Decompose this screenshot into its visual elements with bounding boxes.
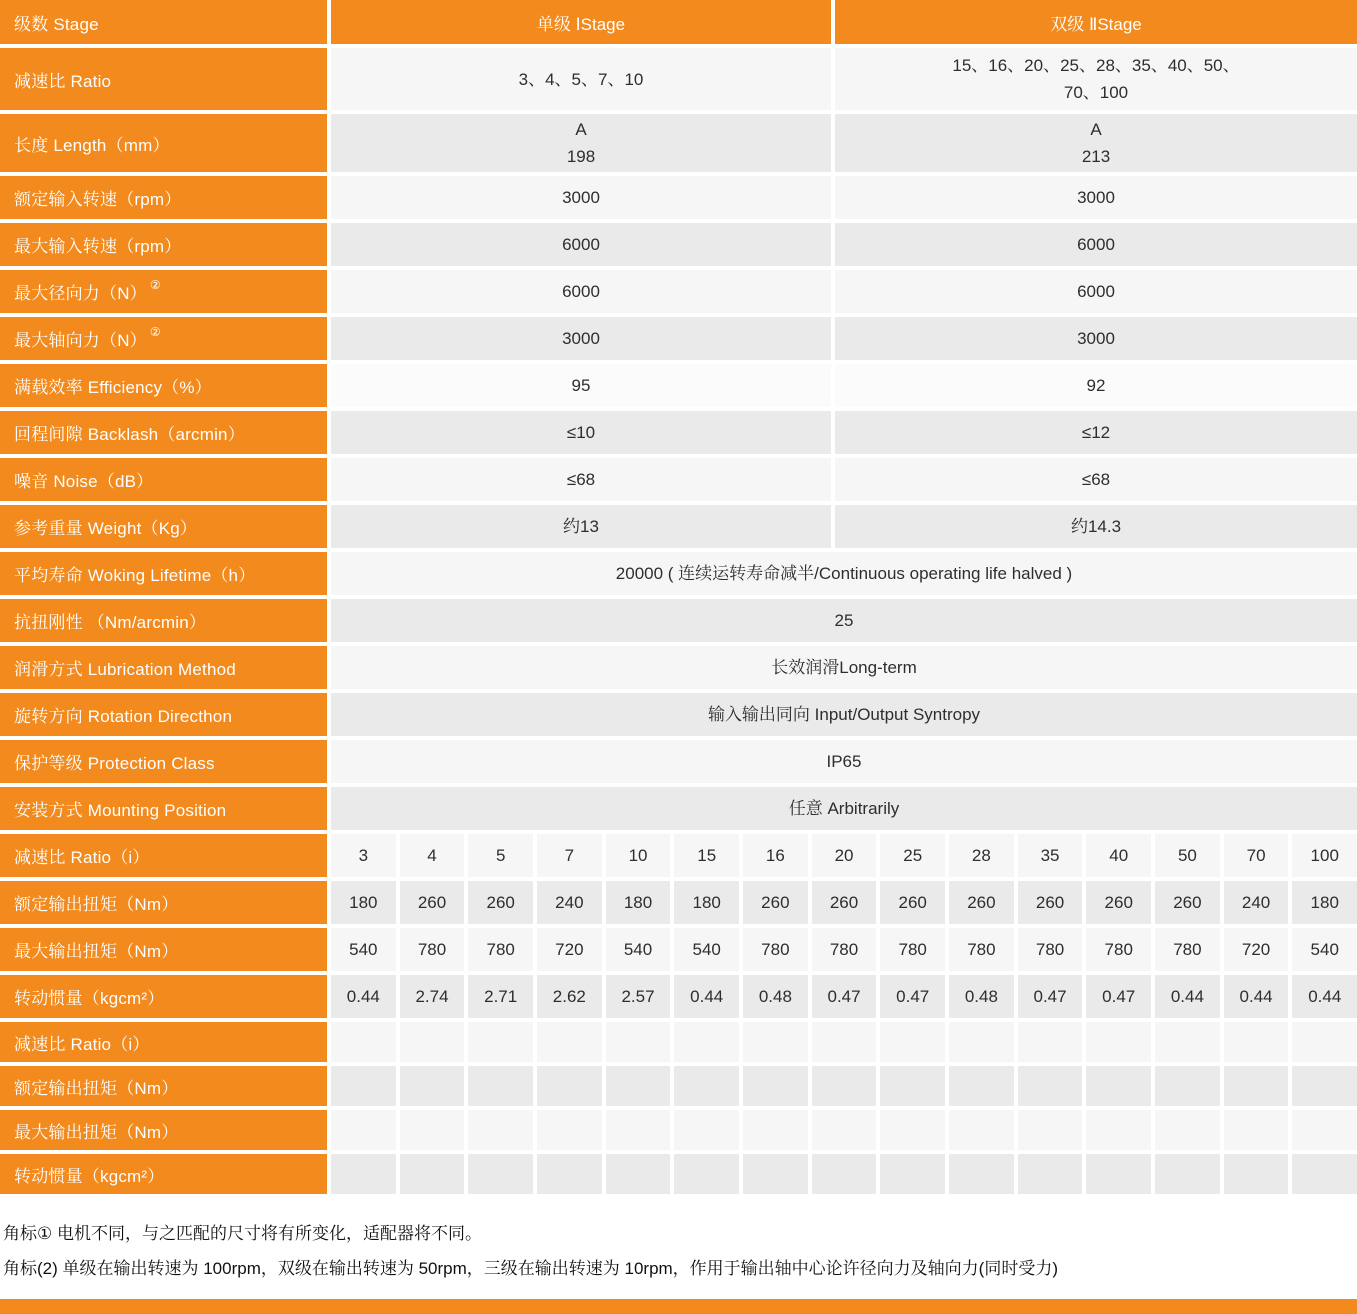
row-label-text: 保护等级 Protection Class bbox=[14, 754, 215, 773]
grid-cell-empty bbox=[606, 1066, 671, 1106]
value-cell bbox=[835, 223, 1357, 266]
grid-cell: 2.71 bbox=[468, 975, 533, 1018]
spec-row bbox=[0, 223, 1357, 266]
row-label-text: 满载效率 Efficiency（%） bbox=[14, 378, 212, 397]
grid-cell-empty bbox=[537, 1066, 602, 1106]
spec-row bbox=[0, 411, 1357, 454]
grid-cell: 35 bbox=[1018, 834, 1083, 877]
grid-cell-empty bbox=[880, 1110, 945, 1150]
spec-row bbox=[0, 458, 1357, 501]
grid-cell-empty bbox=[880, 1066, 945, 1106]
header-single-stage: 单级 ⅠStage bbox=[331, 0, 831, 44]
grid-cell: 780 bbox=[400, 928, 465, 971]
grid-cell-empty bbox=[468, 1022, 533, 1062]
grid-cell: 3 bbox=[331, 834, 396, 877]
grid-cell-empty bbox=[1086, 1110, 1151, 1150]
row-label-text: 转动惯量（kgcm²） bbox=[14, 989, 165, 1008]
grid-cell-empty bbox=[880, 1022, 945, 1062]
value-cell bbox=[835, 176, 1357, 219]
value-line: 15、16、20、25、28、35、40、50、 bbox=[952, 56, 1240, 75]
grid-cell: 0.44 bbox=[1292, 975, 1357, 1018]
value-line: ≤68 bbox=[1081, 470, 1111, 489]
grid-cell-empty bbox=[812, 1154, 877, 1194]
row-label-text: 长度 Length（mm） bbox=[14, 135, 170, 155]
footnotes bbox=[0, 1198, 1357, 1279]
value-cell bbox=[835, 411, 1357, 454]
row-label bbox=[0, 881, 327, 924]
superscript-2-icon: ② bbox=[149, 324, 161, 339]
spec-row bbox=[0, 317, 1357, 360]
grid-cell: 540 bbox=[1292, 928, 1357, 971]
header-double-stage: 双级 ⅡStage bbox=[835, 0, 1357, 44]
row-label bbox=[0, 787, 327, 830]
value-cell bbox=[835, 458, 1357, 501]
grid-cell: 780 bbox=[468, 928, 533, 971]
grid-cell: 720 bbox=[537, 928, 602, 971]
row-label-text: 减速比 Ratio（i） bbox=[14, 848, 150, 867]
grid-cell-empty bbox=[674, 1022, 739, 1062]
value-cell: 25 bbox=[331, 599, 1357, 642]
grid-cell-empty bbox=[1224, 1110, 1289, 1150]
grid-cell: 240 bbox=[537, 881, 602, 924]
grid-cell: 0.47 bbox=[880, 975, 945, 1018]
footnote-1: 角标① 电机不同，与之匹配的尺寸将有所变化，适配器将不同。 bbox=[3, 1224, 482, 1243]
grid-row bbox=[0, 834, 1357, 877]
grid-cell-empty bbox=[1155, 1110, 1220, 1150]
grid-cell: 0.48 bbox=[743, 975, 808, 1018]
row-label bbox=[0, 740, 327, 783]
spec-row bbox=[0, 646, 1357, 689]
grid-cell: 260 bbox=[1018, 881, 1083, 924]
grid-cell-empty bbox=[743, 1110, 808, 1150]
grid-cell: 50 bbox=[1155, 834, 1220, 877]
grid-cell-empty bbox=[743, 1022, 808, 1062]
row-label bbox=[0, 552, 327, 595]
value-line: ≤12 bbox=[1081, 423, 1111, 442]
grid-cell-empty bbox=[606, 1110, 671, 1150]
value-line: 3000 bbox=[1077, 188, 1115, 207]
value-line: A bbox=[1090, 120, 1102, 139]
row-label bbox=[0, 505, 327, 548]
grid-cell: 260 bbox=[743, 881, 808, 924]
grid-cell: 260 bbox=[812, 881, 877, 924]
grid-cell: 260 bbox=[400, 881, 465, 924]
grid-cell: 0.47 bbox=[1018, 975, 1083, 1018]
value-cell: 输入输出同向 Input/Output Syntropy bbox=[331, 693, 1357, 736]
superscript-2-icon: ② bbox=[149, 277, 161, 292]
grid-cell-empty bbox=[331, 1110, 396, 1150]
value-line: 213 bbox=[1081, 147, 1111, 166]
grid-cell-empty bbox=[468, 1110, 533, 1150]
grid-row bbox=[0, 881, 1357, 924]
grid-cell-empty bbox=[606, 1154, 671, 1194]
grid-cell-empty bbox=[674, 1154, 739, 1194]
grid-cell: 2.62 bbox=[537, 975, 602, 1018]
grid-cell: 780 bbox=[949, 928, 1014, 971]
grid-cell-empty bbox=[1292, 1022, 1357, 1062]
value-cell bbox=[835, 114, 1357, 172]
value-line: 6000 bbox=[1077, 235, 1115, 254]
grid-cell-empty bbox=[606, 1022, 671, 1062]
grid-cell-empty bbox=[400, 1022, 465, 1062]
grid-cell-empty bbox=[743, 1066, 808, 1106]
two-column-spec-rows bbox=[0, 48, 1357, 548]
row-label bbox=[0, 646, 327, 689]
grid-row-empty bbox=[0, 1022, 1357, 1062]
grid-cell-empty bbox=[674, 1110, 739, 1150]
grid-cell: 780 bbox=[1086, 928, 1151, 971]
row-label bbox=[0, 975, 327, 1018]
bottom-orange-bar bbox=[0, 1299, 1357, 1314]
grid-cell-empty bbox=[468, 1066, 533, 1106]
row-label bbox=[0, 834, 327, 877]
grid-row bbox=[0, 975, 1357, 1018]
footnote-2: 角标(2) 单级在输出转速为 100rpm，双级在输出转速为 50rpm，三级在输出转速为 10rpm，作用于输出轴中心论许径向力及轴向力(同时受力) bbox=[3, 1259, 1059, 1278]
grid-cell-empty bbox=[1224, 1154, 1289, 1194]
spec-row bbox=[0, 505, 1357, 548]
grid-cell: 40 bbox=[1086, 834, 1151, 877]
grid-cell: 780 bbox=[812, 928, 877, 971]
spec-row bbox=[0, 693, 1357, 736]
grid-cell: 5 bbox=[468, 834, 533, 877]
row-label bbox=[0, 693, 327, 736]
grid-row-empty bbox=[0, 1110, 1357, 1150]
value-line: 3000 bbox=[562, 329, 600, 348]
grid-cell-empty bbox=[1018, 1110, 1083, 1150]
spec-row bbox=[0, 176, 1357, 219]
value-cell bbox=[835, 48, 1357, 110]
grid-cell-empty bbox=[400, 1110, 465, 1150]
merged-spec-rows bbox=[0, 552, 1357, 830]
value-cell bbox=[331, 411, 831, 454]
value-cell: IP65 bbox=[331, 740, 1357, 783]
spec-row bbox=[0, 552, 1357, 595]
row-label-text: 最大轴向力（N） bbox=[14, 331, 147, 350]
grid-cell-empty bbox=[812, 1066, 877, 1106]
row-label-text: 回程间隙 Backlash（arcmin） bbox=[14, 425, 245, 444]
grid-cell-empty bbox=[468, 1154, 533, 1194]
row-label bbox=[0, 599, 327, 642]
spec-row bbox=[0, 787, 1357, 830]
row-label bbox=[0, 1022, 327, 1062]
grid-cell-empty bbox=[331, 1154, 396, 1194]
grid-cell: 15 bbox=[674, 834, 739, 877]
grid-cell: 260 bbox=[1086, 881, 1151, 924]
grid-cell-empty bbox=[1292, 1110, 1357, 1150]
grid-cell-empty bbox=[1224, 1022, 1289, 1062]
grid-cell: 260 bbox=[880, 881, 945, 924]
row-label-text: 额定输入转速（rpm） bbox=[14, 190, 182, 209]
grid-cell-empty bbox=[1224, 1066, 1289, 1106]
grid-cell-empty bbox=[400, 1154, 465, 1194]
value-line: ≤68 bbox=[566, 470, 596, 489]
row-label bbox=[0, 48, 327, 110]
value-cell: 长效润滑Long-term bbox=[331, 646, 1357, 689]
value-cell bbox=[835, 364, 1357, 407]
row-label bbox=[0, 411, 327, 454]
row-label-text: 最大输出扭矩（Nm） bbox=[14, 942, 179, 961]
value-cell bbox=[331, 270, 831, 313]
grid-cell: 780 bbox=[880, 928, 945, 971]
grid-cell: 180 bbox=[331, 881, 396, 924]
grid-cell-empty bbox=[1155, 1066, 1220, 1106]
grid-cell: 780 bbox=[1018, 928, 1083, 971]
grid-cell: 180 bbox=[674, 881, 739, 924]
grid-cell: 70 bbox=[1224, 834, 1289, 877]
grid-cell: 540 bbox=[674, 928, 739, 971]
grid-cell: 0.48 bbox=[949, 975, 1014, 1018]
value-line: 6000 bbox=[562, 282, 600, 301]
grid-cell: 2.57 bbox=[606, 975, 671, 1018]
grid-cell: 0.44 bbox=[674, 975, 739, 1018]
row-label bbox=[0, 458, 327, 501]
row-label-text: 安装方式 Mounting Position bbox=[14, 801, 227, 820]
grid-cell: 28 bbox=[949, 834, 1014, 877]
value-line: 198 bbox=[566, 147, 596, 166]
value-cell bbox=[331, 317, 831, 360]
grid-cell: 0.44 bbox=[1224, 975, 1289, 1018]
value-line: 约14.3 bbox=[1070, 517, 1122, 536]
row-label-text: 减速比 Ratio bbox=[14, 71, 112, 91]
row-label bbox=[0, 364, 327, 407]
grid-cell-empty bbox=[674, 1066, 739, 1106]
spec-row bbox=[0, 740, 1357, 783]
grid-cell-empty bbox=[537, 1022, 602, 1062]
value-line: 92 bbox=[1086, 376, 1106, 395]
grid-cell: 100 bbox=[1292, 834, 1357, 877]
grid-cell: 540 bbox=[606, 928, 671, 971]
value-cell bbox=[331, 364, 831, 407]
value-line: A bbox=[575, 120, 587, 139]
row-label-text: 最大径向力（N） bbox=[14, 284, 147, 303]
grid-cell-empty bbox=[880, 1154, 945, 1194]
grid-cell: 240 bbox=[1224, 881, 1289, 924]
grid-cell: 0.47 bbox=[1086, 975, 1151, 1018]
value-cell bbox=[835, 505, 1357, 548]
grid-cell-empty bbox=[1018, 1022, 1083, 1062]
value-cell bbox=[331, 176, 831, 219]
grid-cell: 720 bbox=[1224, 928, 1289, 971]
spec-row bbox=[0, 364, 1357, 407]
row-label bbox=[0, 928, 327, 971]
row-label-text: 平均寿命 Woking Lifetime（h） bbox=[14, 566, 256, 585]
value-line: 6000 bbox=[562, 235, 600, 254]
grid-cell-empty bbox=[949, 1110, 1014, 1150]
spec-row bbox=[0, 270, 1357, 313]
row-label bbox=[0, 176, 327, 219]
row-label-text: 额定输出扭矩（Nm） bbox=[14, 1078, 179, 1098]
value-line: ≤10 bbox=[566, 423, 596, 442]
row-label-text: 最大输入转速（rpm） bbox=[14, 237, 182, 256]
row-label bbox=[0, 1154, 327, 1194]
spec-row bbox=[0, 599, 1357, 642]
grid-cell-empty bbox=[743, 1154, 808, 1194]
row-label bbox=[0, 223, 327, 266]
grid-cell: 10 bbox=[606, 834, 671, 877]
ratio-grid-rows bbox=[0, 834, 1357, 1018]
grid-cell: 25 bbox=[880, 834, 945, 877]
grid-cell: 4 bbox=[400, 834, 465, 877]
grid-cell-empty bbox=[331, 1066, 396, 1106]
grid-cell-empty bbox=[400, 1066, 465, 1106]
grid-row-empty bbox=[0, 1066, 1357, 1106]
grid-cell-empty bbox=[1018, 1154, 1083, 1194]
grid-cell: 0.44 bbox=[331, 975, 396, 1018]
grid-cell-empty bbox=[1086, 1154, 1151, 1194]
grid-cell: 7 bbox=[537, 834, 602, 877]
grid-cell: 2.74 bbox=[400, 975, 465, 1018]
value-cell bbox=[835, 270, 1357, 313]
grid-cell: 260 bbox=[1155, 881, 1220, 924]
value-cell bbox=[331, 223, 831, 266]
header-stage-label: 级数 Stage bbox=[0, 0, 327, 44]
grid-cell-empty bbox=[1292, 1154, 1357, 1194]
value-cell: 任意 Arbitrarily bbox=[331, 787, 1357, 830]
row-label-text: 减速比 Ratio（i） bbox=[14, 1034, 150, 1054]
spec-row bbox=[0, 48, 1357, 110]
value-cell: 20000 ( 连续运转寿命减半/Continuous operating life halved ) bbox=[331, 552, 1357, 595]
grid-cell-empty bbox=[331, 1022, 396, 1062]
row-label bbox=[0, 1066, 327, 1106]
row-label bbox=[0, 317, 327, 360]
grid-cell-empty bbox=[1018, 1066, 1083, 1106]
grid-cell-empty bbox=[1086, 1066, 1151, 1106]
grid-cell: 780 bbox=[743, 928, 808, 971]
grid-cell-empty bbox=[1155, 1022, 1220, 1062]
row-label bbox=[0, 114, 327, 172]
grid-cell: 260 bbox=[468, 881, 533, 924]
grid-row bbox=[0, 928, 1357, 971]
grid-row-empty bbox=[0, 1154, 1357, 1194]
value-cell bbox=[835, 317, 1357, 360]
row-label-text: 额定输出扭矩（Nm） bbox=[14, 895, 179, 914]
value-line: 95 bbox=[571, 376, 591, 395]
row-label bbox=[0, 270, 327, 313]
value-cell bbox=[331, 114, 831, 172]
row-label-text: 抗扭刚性 （Nm/arcmin） bbox=[14, 613, 207, 632]
grid-cell-empty bbox=[1292, 1066, 1357, 1106]
value-line: 3、4、5、7、10 bbox=[518, 69, 644, 89]
grid-cell-empty bbox=[949, 1154, 1014, 1194]
grid-cell-empty bbox=[1155, 1154, 1220, 1194]
row-label bbox=[0, 1110, 327, 1150]
grid-cell-empty bbox=[949, 1022, 1014, 1062]
grid-cell-empty bbox=[537, 1110, 602, 1150]
value-line: 3000 bbox=[1077, 329, 1115, 348]
spec-row bbox=[0, 114, 1357, 172]
grid-cell: 540 bbox=[331, 928, 396, 971]
value-cell bbox=[331, 458, 831, 501]
grid-cell-empty bbox=[812, 1110, 877, 1150]
grid-cell: 260 bbox=[949, 881, 1014, 924]
row-label-text: 转动惯量（kgcm²） bbox=[14, 1166, 165, 1186]
value-line: 约13 bbox=[563, 517, 599, 536]
table-header-row bbox=[0, 0, 1357, 44]
value-line: 3000 bbox=[562, 188, 600, 207]
row-label-text: 参考重量 Weight（Kg） bbox=[14, 519, 198, 538]
grid-cell-empty bbox=[949, 1066, 1014, 1106]
grid-cell-empty bbox=[1086, 1022, 1151, 1062]
grid-cell: 20 bbox=[812, 834, 877, 877]
grid-cell: 180 bbox=[1292, 881, 1357, 924]
grid-cell: 0.44 bbox=[1155, 975, 1220, 1018]
grid-cell: 180 bbox=[606, 881, 671, 924]
row-label-text: 润滑方式 Lubrication Method bbox=[14, 660, 236, 679]
grid-cell: 780 bbox=[1155, 928, 1220, 971]
grid-cell-empty bbox=[537, 1154, 602, 1194]
value-line: 70、100 bbox=[1063, 83, 1129, 102]
row-label-text: 噪音 Noise（dB） bbox=[14, 472, 154, 491]
value-cell bbox=[331, 505, 831, 548]
row-label-text: 旋转方向 Rotation Directhon bbox=[14, 707, 233, 726]
grid-cell: 16 bbox=[743, 834, 808, 877]
value-cell bbox=[331, 48, 831, 110]
value-line: 6000 bbox=[1077, 282, 1115, 301]
empty-grid-rows bbox=[0, 1022, 1357, 1194]
grid-cell: 0.47 bbox=[812, 975, 877, 1018]
row-label-text: 最大输出扭矩（Nm） bbox=[14, 1122, 179, 1142]
grid-cell-empty bbox=[812, 1022, 877, 1062]
